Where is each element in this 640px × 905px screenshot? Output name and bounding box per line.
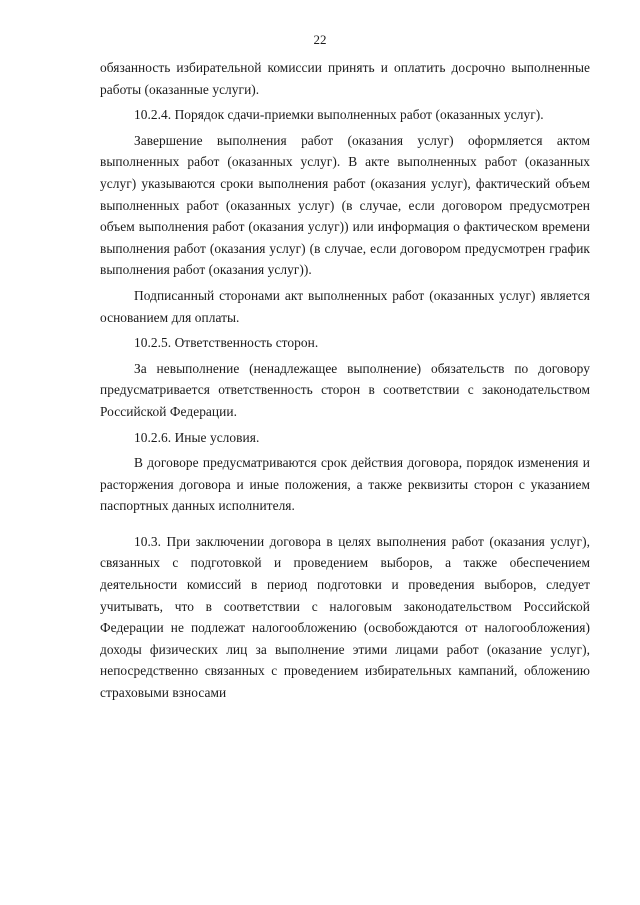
section-heading-10-2-6: 10.2.6. Иные условия. bbox=[134, 429, 260, 445]
page-number: 22 bbox=[313, 32, 327, 47]
section-heading-10-2-5: 10.2.5. Ответственность сторон. bbox=[134, 335, 319, 351]
paragraph-liability: За невыполнение (ненадлежащее выполнение) обязательств по договору предусматривается ответственность сторон в соответствии с законодательством Российской Федерации. bbox=[100, 360, 590, 419]
document-body bbox=[100, 57, 590, 704]
paragraph-work-completion-act: Завершение выполнения работ (оказания услуг) оформляется актом выполненных работ (оказанных услуг). В акте выполненных работ (оказанных услуг) указываются сроки выполнения работ (оказания услуг), фактический объем выполненных работ (оказанных услуг) (в случае, если договором предусмотрен объем выполнения работ (оказания услуг)) или информация о фактическом времени выполнения работ (оказания услуг) (в случае, если договором предусмотрен график выполнения работ (оказания услуг)). bbox=[100, 132, 590, 278]
section-heading-10-2-4: 10.2.4. Порядок сдачи-приемки выполненных работ (оказанных услуг). bbox=[134, 107, 544, 123]
paragraph-signed-act: Подписанный сторонами акт выполненных работ (оказанных услуг) является основанием для оплаты. bbox=[100, 287, 590, 325]
paragraph-other-terms: В договоре предусматриваются срок действия договора, порядок изменения и расторжения договора и иные положения, а также реквизиты сторон с указанием паспортных данных исполнителя. bbox=[100, 455, 590, 514]
paragraph-section-10-3: 10.3. При заключении договора в целях выполнения работ (оказания услуг), связанных с подготовкой и проведением выборов, а также обеспечением деятельности комиссий в период подготовки и проведения выборов, следует учитывать, что в соответствии с налоговым законодательством Российской Федерации не подлежат налогообложению (освобождаются от налогообложения) доходы физических лиц за выполнение этими лицами работ (оказание услуг), непосредственно связанных с проведением избирательных кампаний, обложению страховыми взносами bbox=[100, 533, 590, 701]
paragraph-continuation: обязанность избирательной комиссии принять и оплатить досрочно выполненные работы (оказанные услуги). bbox=[100, 60, 590, 97]
